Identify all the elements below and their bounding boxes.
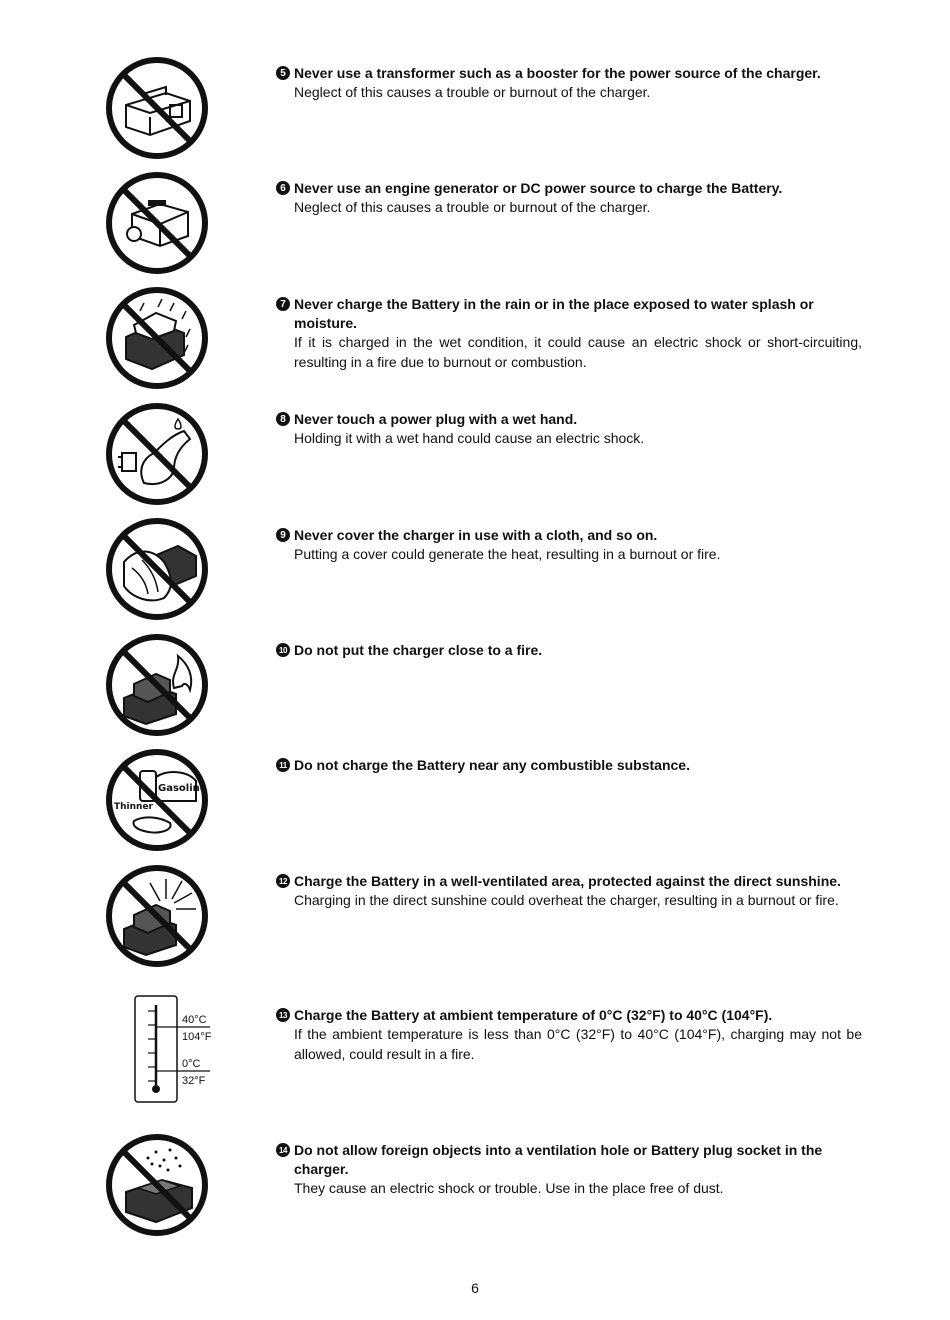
warning-item-8 (276, 410, 862, 449)
item-number: 12 (276, 874, 290, 888)
item-body: If it is charged in the wet condition, it could cause an electric shock or short-circuiting, resulting in a fire due to burnout or combustion. (294, 334, 862, 370)
item-body: Neglect of this causes a trouble or burnout of the charger. (294, 199, 651, 215)
item-title: Never charge the Battery in the rain or in the place exposed to water splash or moisture. (294, 296, 814, 331)
item-title: Never use an engine generator or DC power source to charge the Battery. (294, 180, 783, 196)
no-transformer-icon (104, 55, 210, 161)
item-body: They cause an electric shock or trouble. Use in the place free of dust. (294, 1180, 724, 1196)
thermo-low-c: 0°C (182, 1058, 201, 1070)
no-sunshine-icon (104, 863, 210, 969)
item-title: Charge the Battery in a well-ventilated area, protected against the direct sunshine. (294, 873, 841, 889)
no-cover-icon (104, 516, 210, 622)
warning-item-13 (276, 1006, 862, 1064)
thinner-label: Thinner (114, 802, 153, 812)
warning-item-12 (276, 872, 862, 911)
item-number: 9 (276, 528, 290, 542)
item-number: 5 (276, 66, 290, 80)
page-number: 6 (471, 1280, 479, 1296)
item-number: 13 (276, 1008, 290, 1022)
no-rain-charging-icon (104, 285, 210, 391)
no-generator-icon (104, 170, 210, 276)
item-title: Do not charge the Battery near any combustible substance. (294, 757, 690, 773)
thermo-high-c: 40°C (182, 1014, 207, 1026)
item-title: Never touch a power plug with a wet hand. (294, 411, 578, 427)
item-title: Do not allow foreign objects into a ventilation hole or Battery plug socket in the charger. (294, 1142, 823, 1177)
no-combustible-icon (104, 747, 210, 853)
warning-item-7 (276, 295, 862, 372)
no-fire-icon (104, 632, 210, 738)
thermo-low-f: 32°F (182, 1075, 206, 1087)
no-dust-icon (104, 1132, 210, 1238)
item-number: 7 (276, 297, 290, 311)
warning-item-9 (276, 526, 862, 565)
item-number: 11 (276, 758, 290, 772)
item-number: 14 (276, 1143, 290, 1157)
item-title: Charge the Battery at ambient temperature of 0°C (32°F) to 40°C (104°F). (294, 1007, 773, 1023)
no-wet-hand-icon (104, 401, 210, 507)
warning-item-14 (276, 1141, 862, 1199)
warning-item-10 (276, 641, 862, 660)
item-title: Never use a transformer such as a booster for the power source of the charger. (294, 65, 821, 81)
item-body: Holding it with a wet hand could cause an electric shock. (294, 430, 645, 446)
item-body: If the ambient temperature is less than 0°C (32°F) to 40°C (104°F), charging may not be allowed, could result in a fire. (294, 1026, 862, 1062)
thermo-high-f: 104°F (182, 1031, 212, 1043)
gasoline-label: Gasoline (158, 783, 207, 794)
warning-item-5 (276, 64, 862, 103)
item-number: 6 (276, 181, 290, 195)
item-title: Do not put the charger close to a fire. (294, 642, 543, 658)
item-title: Never cover the charger in use with a cloth, and so on. (294, 527, 658, 543)
item-body: Charging in the direct sunshine could overheat the charger, resulting in a burnout or fire. (294, 892, 839, 908)
item-number: 10 (276, 643, 290, 657)
item-number: 8 (276, 412, 290, 426)
warning-item-6 (276, 179, 862, 218)
thermometer-icon (134, 995, 220, 1105)
item-body: Neglect of this causes a trouble or burnout of the charger. (294, 84, 651, 100)
warning-item-11 (276, 756, 862, 775)
item-body: Putting a cover could generate the heat, resulting in a burnout or fire. (294, 546, 721, 562)
